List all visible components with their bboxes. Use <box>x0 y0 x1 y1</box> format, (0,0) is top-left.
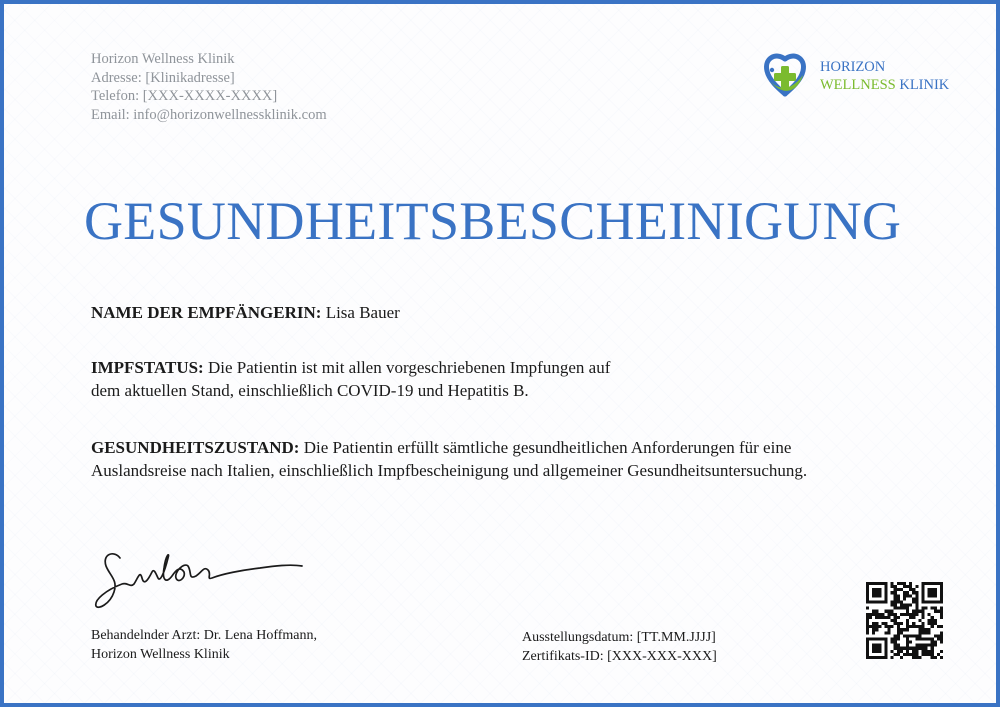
recipient-label: NAME DER EMPFÄNGERIN: <box>91 303 322 322</box>
recipient-value: Lisa Bauer <box>325 303 400 322</box>
recipient-line <box>91 301 400 324</box>
clinic-name: Horizon Wellness Klinik <box>91 51 235 67</box>
clinic-address: Adresse: [Klinikadresse] <box>91 69 235 86</box>
vaccination-label: IMPFSTATUS: <box>91 358 204 377</box>
logo-line-2 <box>820 76 949 94</box>
certificate-id: Zertifikats-ID: [XXX-XXX-XXX] <box>522 649 717 664</box>
logo-word-klinik: KLINIK <box>899 77 950 93</box>
issue-date: Ausstellungsdatum: [TT.MM.JJJJ] <box>522 630 716 645</box>
clinic-email: Email: info@horizonwellnessklinik.com <box>91 106 327 123</box>
health-text: Die Patientin erfüllt sämtliche gesundheitlichen Anforderungen für eine Auslandsreise nach Italien, einschließlich Impfbescheinigung und allgemeiner Gesundheitsuntersuchung. <box>91 438 808 480</box>
signature-image <box>92 544 307 616</box>
logo-word-wellness: WELLNESS <box>820 77 896 93</box>
clinic-logo <box>762 53 949 99</box>
logo-line-1: HORIZON <box>820 59 886 75</box>
vaccination-status <box>91 356 631 402</box>
clinic-phone: Telefon: [XXX-XXXX-XXXX] <box>91 88 278 104</box>
certificate-title: GESUNDHEITSBESCHEINIGUNG <box>84 191 902 251</box>
clinic-contact-block <box>91 50 327 124</box>
doctor-clinic: Horizon Wellness Klinik <box>91 647 230 662</box>
health-label: GESUNDHEITSZUSTAND: <box>91 438 300 457</box>
qr-code-icon <box>866 582 943 659</box>
doctor-name: Behandelnder Arzt: Dr. Lena Hoffmann, <box>91 628 318 643</box>
logo-wordmark <box>820 58 949 94</box>
heart-medical-cross-icon <box>762 53 808 99</box>
health-status <box>91 436 831 482</box>
issue-block <box>522 628 717 666</box>
doctor-block <box>91 626 317 664</box>
vaccination-text: Die Patientin ist mit allen vorgeschriebenen Impfungen auf dem aktuellen Stand, einschließlich COVID-19 und Hepatitis B. <box>91 358 611 400</box>
